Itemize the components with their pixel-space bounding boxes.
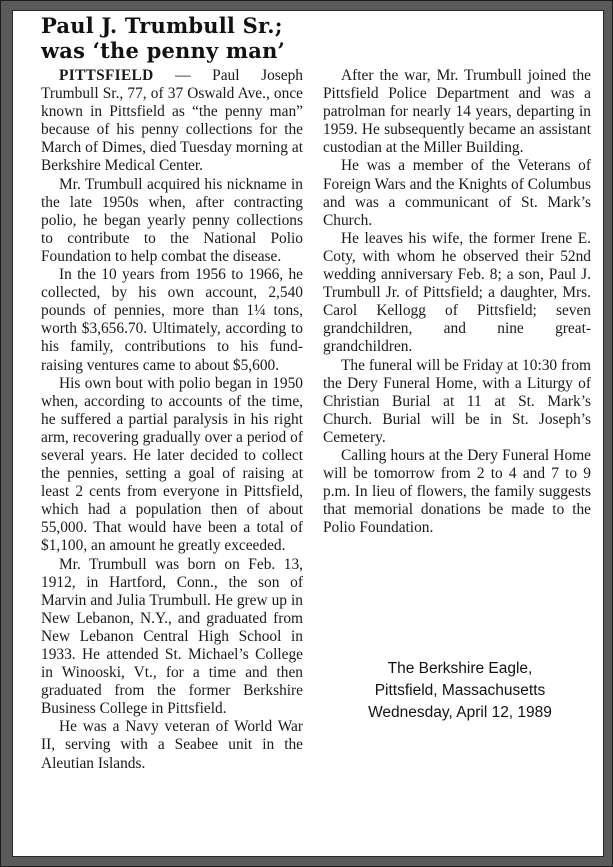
article-paragraph: After the war, Mr. Trumbull joined the Pittsfield Police Department and was a patrolman for nearly 14 years, departing in 1959. He subsequently became an assistant custodian at the Miller Building.	[323, 67, 591, 157]
article-paragraph: The funeral will be Friday at 10:30 from the Dery Funeral Home, with a Liturgy of Christian Burial at 11 at St. Mark’s Church. Burial will be in St. Joseph’s Cemetery.	[323, 356, 591, 446]
headline	[41, 13, 331, 63]
paragraph-text: — Paul Joseph Trumbull Sr., 77, of 37 Oswald Ave., once known in Pittsfield as “the penny man” because of his penny collections for the March of Dimes, died Tuesday morning at Berkshire Medical Center.	[41, 67, 303, 175]
article-paragraph: Calling hours at the Dery Funeral Home will be tomorrow from 2 to 4 and 7 to 9 p.m. In lieu of flowers, the family suggests that memorial donations be made to the Polio Foundation.	[323, 446, 591, 537]
article-paragraph: He leaves his wife, the former Irene E. Coty, with whom he observed their 52nd wedding anniversary Feb. 8; a son, Paul J. Trumbull Jr. of Pittsfield; a daughter, Mrs. Carol Kellogg of Pittsfield; seven grandchildren, and nine great-grandchildren.	[323, 229, 591, 356]
source-newspaper: The Berkshire Eagle,	[387, 660, 533, 677]
article-paragraph: He was a member of the Veterans of Foreign Wars and the Knights of Columbus and was a communicant of St. Mark’s Church.	[323, 157, 591, 229]
article-paragraph: His own bout with polio began in 1950 when, according to accounts of the time, he suffered a partial paralysis in his right arm, recovering gradually over a period of several years. He later decided to collect the pennies, setting a goal of raising at least 2 cents from everyone in Pittsfield, which had a population then of about 55,000. That would have been a total of $1,100, an amount he greatly exceeded.	[41, 374, 303, 555]
article-paragraph	[41, 67, 303, 176]
source-date: Wednesday, April 12, 1989	[368, 704, 552, 721]
source-caption	[337, 658, 583, 724]
article-column-right	[323, 67, 591, 537]
source-location: Pittsfield, Massachusetts	[374, 682, 546, 699]
article-paragraph: Mr. Trumbull was born on Feb. 13, 1912, in Hartford, Conn., the son of Marvin and Julia Trumbull. He grew up in New Lebanon, N.Y., and graduated from New Lebanon Central High School in 1933. He attended St. Michael’s College in Winooski, Vt., for a time and then graduated from the former Berkshire Business College in Pittsfield.	[41, 555, 303, 718]
article-column-left	[41, 67, 303, 773]
article-paragraph: Mr. Trumbull acquired his nickname in the late 1950s when, after contracting polio, he began yearly penny collections to contribute to the National Polio Foundation to help combat the disease.	[41, 175, 303, 265]
article-paragraph: He was a Navy veteran of World War II, serving with a Seabee unit in the Aleutian Islands.	[41, 718, 303, 772]
headline-line-1: Paul J. Trumbull Sr.;	[41, 13, 283, 38]
article-paragraph: In the 10 years from 1956 to 1966, he collected, by his own account, 2,540 pounds of pennies, more than 1¼ tons, worth $3,656.70. Ultimately, according to his family, contributions to his fund-raising ventures came to about $5,600.	[41, 266, 303, 374]
headline-line-2: was ‘the penny man’	[41, 38, 286, 63]
dateline: PITTSFIELD	[59, 67, 154, 84]
